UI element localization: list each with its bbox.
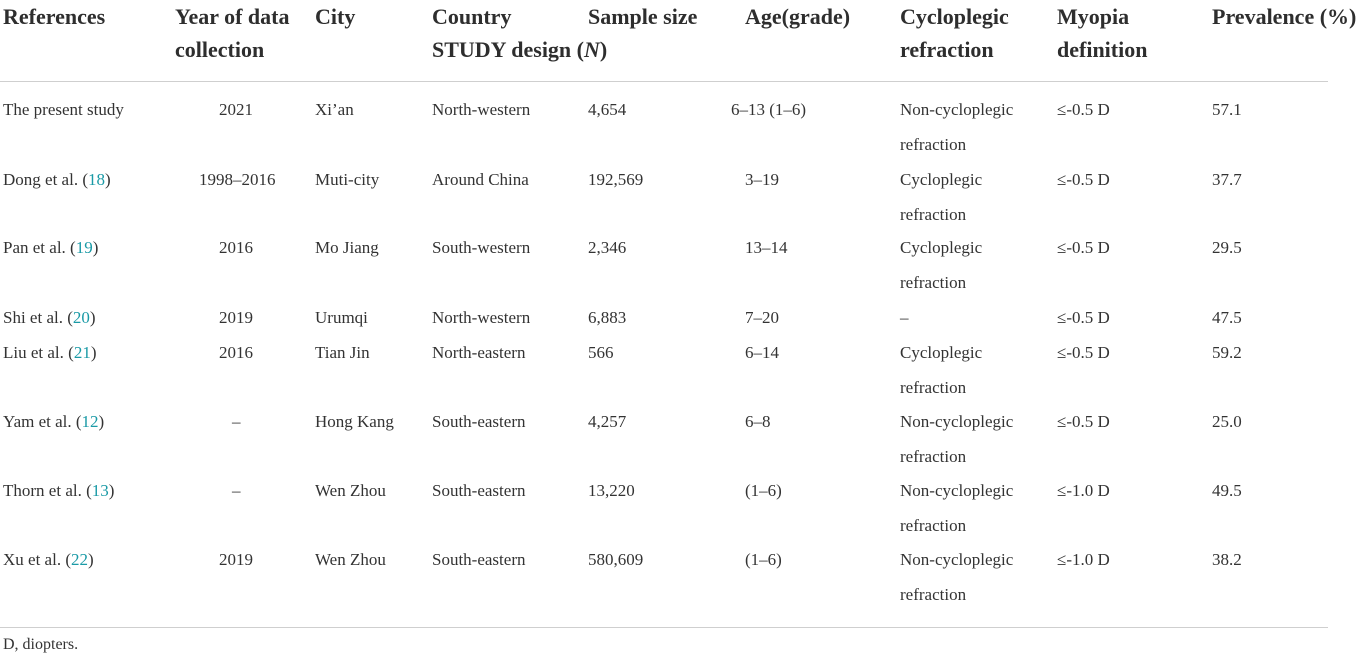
row-cycloplegic [900, 405, 1013, 474]
row-prevalence: 29.5 [1212, 238, 1242, 257]
row-cyclo-line1: Cycloplegic [900, 238, 983, 257]
ref-end: ) [108, 481, 115, 500]
ref-link[interactable]: 20 [72, 308, 90, 327]
header-cyclo-line2: refraction [900, 37, 994, 62]
header-myopia-line1: Myopia [1057, 4, 1130, 29]
ref-end: ) [89, 308, 96, 327]
row-reference [3, 474, 114, 509]
row-year: 1998–2016 [199, 170, 276, 189]
row-city: Xi’an [315, 100, 354, 119]
row-cyclo-line2: refraction [900, 134, 967, 154]
row-sample: 4,654 [588, 100, 627, 119]
row-prevalence: 47.5 [1212, 308, 1242, 327]
row-year: 2021 [219, 100, 253, 119]
header-country-line2-n: N [584, 37, 600, 62]
header-country-line2-text: STUDY design ( [432, 37, 584, 62]
row-reference [3, 93, 124, 128]
row-myopia: ≤-0.5 D [1057, 308, 1110, 327]
row-myopia: ≤-1.0 D [1057, 481, 1110, 500]
row-cyclo-line2: refraction [900, 515, 967, 535]
row-sample: 2,346 [588, 238, 627, 257]
row-cyclo-line2: refraction [900, 446, 967, 466]
row-prevalence: 38.2 [1212, 550, 1242, 569]
row-myopia: ≤-1.0 D [1057, 550, 1110, 569]
row-prevalence: 57.1 [1212, 100, 1242, 119]
row-prevalence: 25.0 [1212, 412, 1242, 431]
row-region: South-western [432, 238, 531, 257]
row-cyclo-line1: Non-cycloplegic [900, 412, 1014, 431]
header-year [175, 0, 289, 66]
row-age: 6–14 [745, 343, 779, 362]
ref-link[interactable]: 13 [91, 481, 109, 500]
header-cyclo-line1: Cycloplegic [900, 4, 1009, 29]
row-age: 13–14 [745, 238, 788, 257]
row-region: North-eastern [432, 343, 526, 362]
header-rule [0, 81, 1328, 82]
row-city: Urumqi [315, 308, 368, 327]
row-cyclo-line1: Non-cycloplegic [900, 550, 1014, 569]
header-myopia-line2: definition [1057, 37, 1148, 62]
row-region: North-western [432, 100, 531, 119]
footer-rule [0, 627, 1328, 628]
row-city: Tian Jin [315, 343, 370, 362]
row-sample: 566 [588, 343, 614, 362]
row-cycloplegic [900, 93, 1013, 162]
ref-end: ) [92, 238, 99, 257]
row-age: 6–8 [745, 412, 771, 431]
row-age: (1–6) [745, 550, 782, 569]
row-cyclo-line1: – [900, 308, 909, 327]
header-city: City [315, 4, 356, 29]
row-region: North-western [432, 308, 531, 327]
row-region: South-eastern [432, 481, 526, 500]
ref-link[interactable]: 22 [70, 550, 88, 569]
ref-text: Xu et al. ( [3, 550, 71, 569]
ref-text: Thorn et al. ( [3, 481, 92, 500]
row-city: Wen Zhou [315, 550, 386, 569]
ref-text: Liu et al. ( [3, 343, 74, 362]
row-year: 2019 [219, 308, 253, 327]
row-cycloplegic [900, 301, 909, 336]
row-age: 6–13 (1–6) [731, 100, 807, 119]
row-reference [3, 231, 98, 266]
row-cycloplegic [900, 163, 982, 232]
row-cyclo-line1: Non-cycloplegic [900, 481, 1014, 500]
ref-link[interactable]: 19 [75, 238, 93, 257]
row-cyclo-line2: refraction [900, 204, 967, 224]
ref-text: Yam et al. ( [3, 412, 82, 431]
header-country-line2-end: ) [599, 37, 608, 62]
row-reference [3, 543, 94, 578]
row-prevalence: 59.2 [1212, 343, 1242, 362]
row-age: 3–19 [745, 170, 779, 189]
header-prevalence: Prevalence (%) [1212, 4, 1357, 29]
ref-text: Dong et al. ( [3, 170, 88, 189]
ref-end: ) [87, 550, 94, 569]
row-year: 2016 [219, 343, 253, 362]
row-cyclo-line2: refraction [900, 377, 967, 397]
row-myopia: ≤-0.5 D [1057, 343, 1110, 362]
ref-link[interactable]: 21 [73, 343, 91, 362]
row-sample: 4,257 [588, 412, 627, 431]
row-year: – [232, 412, 241, 431]
header-country [432, 0, 607, 66]
ref-text: The present study [3, 100, 124, 119]
ref-text: Pan et al. ( [3, 238, 76, 257]
row-cycloplegic [900, 474, 1013, 543]
row-cycloplegic [900, 231, 982, 300]
header-year-line2: collection [175, 37, 265, 62]
row-cycloplegic [900, 336, 982, 405]
ref-end: ) [104, 170, 111, 189]
row-prevalence: 49.5 [1212, 481, 1242, 500]
row-cyclo-line1: Cycloplegic [900, 343, 983, 362]
row-myopia: ≤-0.5 D [1057, 412, 1110, 431]
row-age: 7–20 [745, 308, 779, 327]
ref-link[interactable]: 12 [81, 412, 99, 431]
row-myopia: ≤-0.5 D [1057, 238, 1110, 257]
row-region: South-eastern [432, 412, 526, 431]
header-myopia [1057, 0, 1147, 66]
header-cycloplegic [900, 0, 1009, 66]
row-myopia: ≤-0.5 D [1057, 100, 1110, 119]
row-reference [3, 405, 104, 440]
ref-end: ) [98, 412, 105, 431]
row-year: 2019 [219, 550, 253, 569]
header-country-line2 [432, 33, 607, 66]
row-city: Wen Zhou [315, 481, 386, 500]
row-sample: 192,569 [588, 170, 644, 189]
row-city: Mo Jiang [315, 238, 379, 257]
table-footnote: D, diopters. [3, 636, 79, 653]
row-cyclo-line2: refraction [900, 584, 967, 604]
row-sample: 580,609 [588, 550, 644, 569]
header-sample-size: Sample size [588, 4, 698, 29]
row-cyclo-line2: refraction [900, 272, 967, 292]
row-sample: 6,883 [588, 308, 627, 327]
header-country-line1: Country [432, 4, 512, 29]
ref-link[interactable]: 18 [87, 170, 105, 189]
row-region: South-eastern [432, 550, 526, 569]
row-prevalence: 37.7 [1212, 170, 1242, 189]
row-reference [3, 301, 96, 336]
row-cycloplegic [900, 543, 1013, 612]
row-year: 2016 [219, 238, 253, 257]
header-year-line1: Year of data [175, 4, 290, 29]
row-city: Hong Kang [315, 412, 394, 431]
row-region: Around China [432, 170, 529, 189]
row-reference [3, 163, 111, 198]
row-cyclo-line1: Cycloplegic [900, 170, 983, 189]
row-reference [3, 336, 96, 371]
header-references: References [3, 4, 106, 29]
row-sample: 13,220 [588, 481, 635, 500]
ref-text: Shi et al. ( [3, 308, 73, 327]
row-age: (1–6) [745, 481, 782, 500]
row-city: Muti-city [315, 170, 380, 189]
row-cyclo-line1: Non-cycloplegic [900, 100, 1014, 119]
row-myopia: ≤-0.5 D [1057, 170, 1110, 189]
header-age: Age(grade) [745, 4, 851, 29]
ref-end: ) [90, 343, 97, 362]
row-year: – [232, 481, 241, 500]
